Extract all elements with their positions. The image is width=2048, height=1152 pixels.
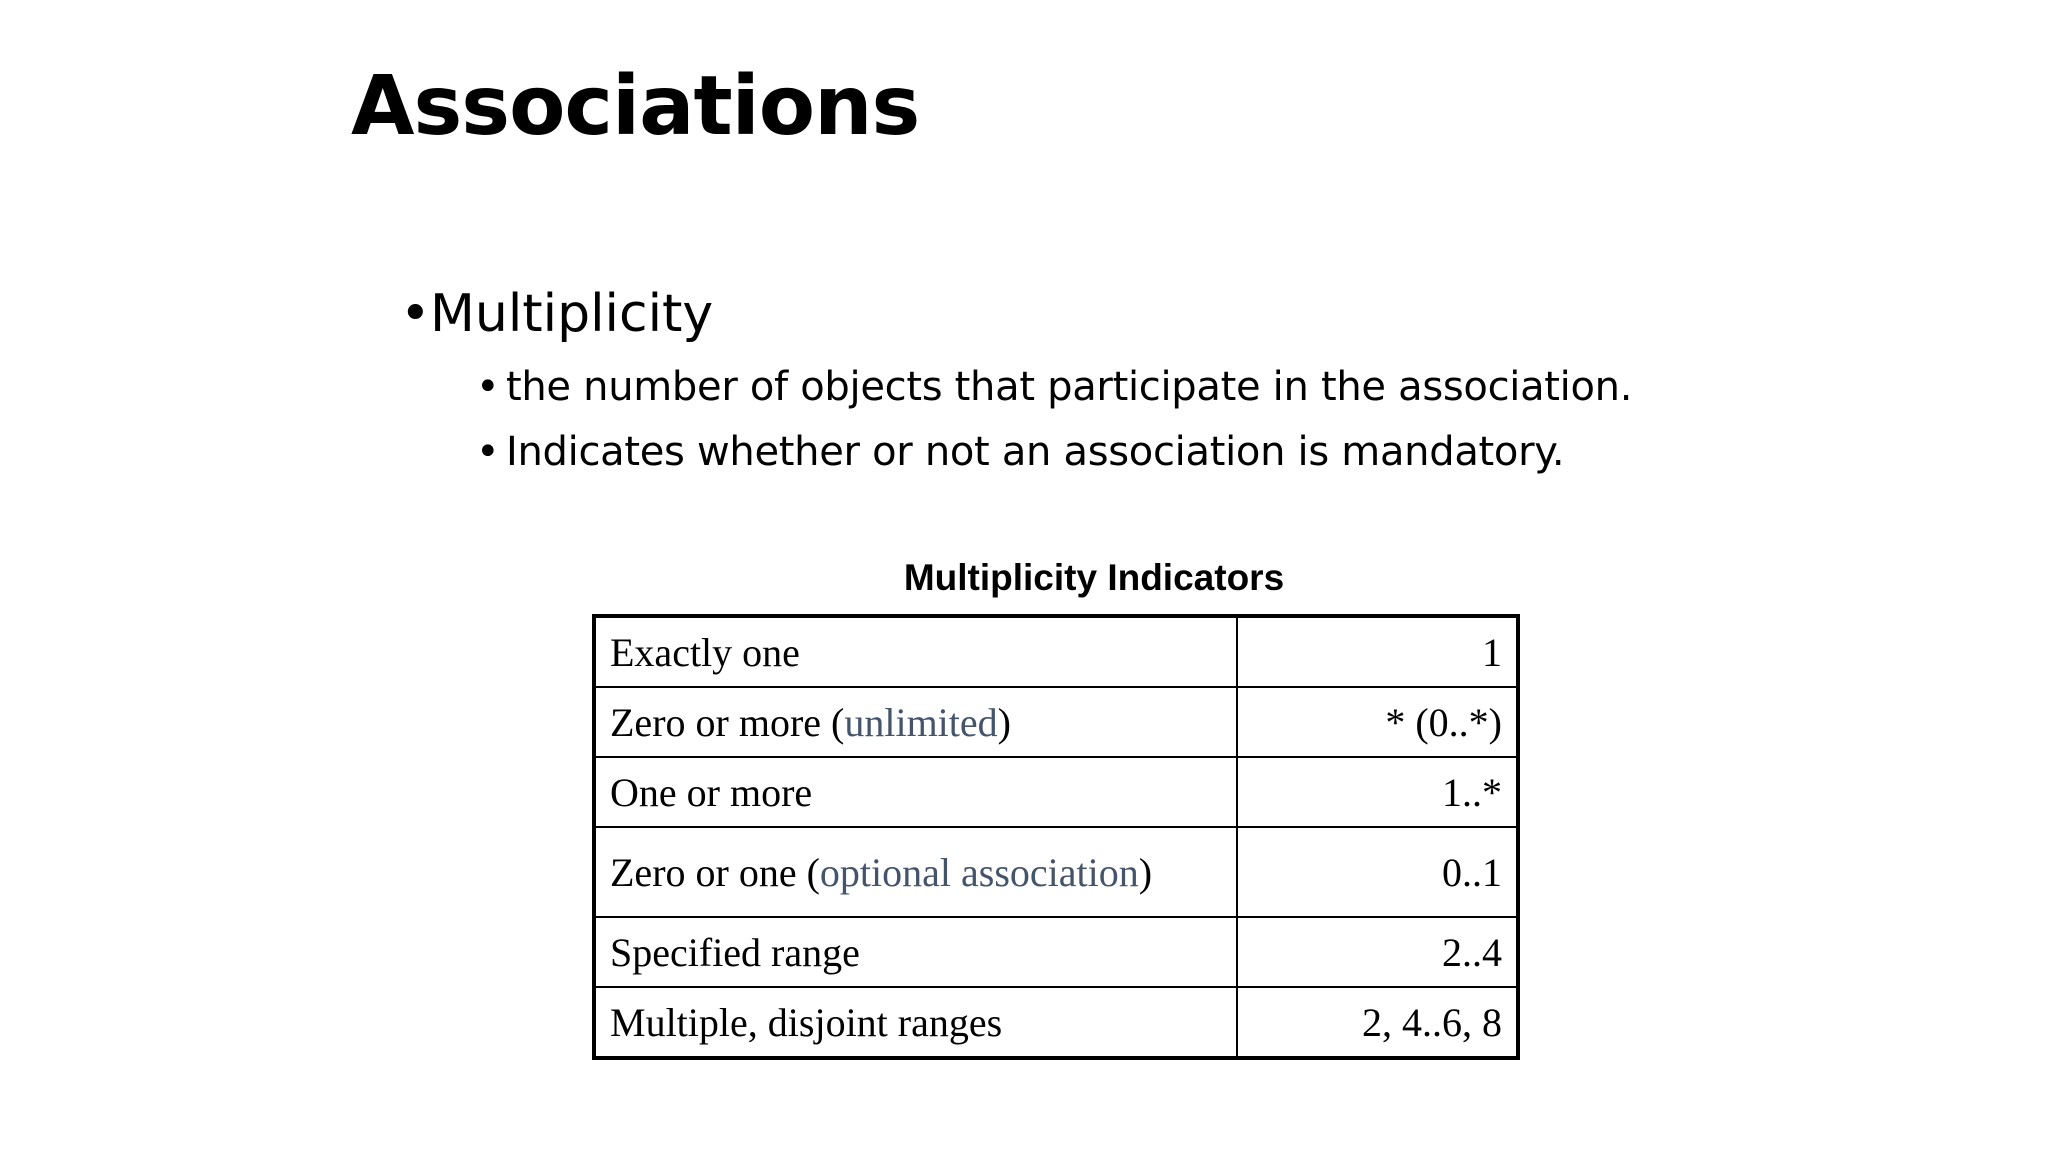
row-value: 2..4 bbox=[1237, 917, 1518, 987]
row-description bbox=[594, 616, 1237, 687]
row-description bbox=[594, 757, 1237, 827]
table-row bbox=[594, 757, 1518, 827]
row-description bbox=[594, 917, 1237, 987]
slide-title: Associations bbox=[351, 59, 920, 154]
row-description bbox=[594, 687, 1237, 757]
table-caption: Multiplicity Indicators bbox=[903, 557, 1285, 598]
description-text: One or more bbox=[610, 769, 813, 815]
bullet-dot: • bbox=[476, 429, 500, 475]
table-row bbox=[594, 917, 1518, 987]
table-row bbox=[594, 987, 1518, 1058]
bullet-text: Indicates whether or not an association is mandatory. bbox=[506, 429, 1565, 475]
row-value: 0..1 bbox=[1237, 827, 1518, 917]
row-description bbox=[594, 827, 1237, 917]
sub-bullet-definition bbox=[476, 361, 1632, 413]
description-text: Multiple, disjoint ranges bbox=[610, 999, 1003, 1045]
table-row bbox=[594, 827, 1518, 917]
row-description bbox=[594, 987, 1237, 1058]
sub-bullet-mandatory bbox=[476, 426, 1564, 478]
description-highlight: unlimited bbox=[844, 699, 998, 745]
description-text: Zero or one ( bbox=[610, 849, 820, 895]
bullet-multiplicity bbox=[400, 282, 713, 346]
bullet-text: the number of objects that participate in the association. bbox=[506, 364, 1633, 410]
row-value: 2, 4..6, 8 bbox=[1237, 987, 1518, 1058]
description-text: Exactly one bbox=[610, 629, 800, 675]
table-row bbox=[594, 687, 1518, 757]
bullet-dot: • bbox=[400, 284, 431, 344]
description-end: ) bbox=[997, 699, 1011, 745]
row-value: 1..* bbox=[1237, 757, 1518, 827]
row-value: * (0..*) bbox=[1237, 687, 1518, 757]
bullet-text: Multiplicity bbox=[430, 284, 714, 344]
bullet-dot: • bbox=[476, 364, 500, 410]
description-text: Zero or more ( bbox=[610, 699, 845, 745]
multiplicity-table bbox=[592, 614, 1520, 1060]
description-text: Specified range bbox=[610, 929, 860, 975]
description-highlight: optional association bbox=[819, 849, 1139, 895]
description-end: ) bbox=[1138, 849, 1153, 895]
table-row bbox=[594, 616, 1518, 687]
row-value: 1 bbox=[1237, 616, 1518, 687]
